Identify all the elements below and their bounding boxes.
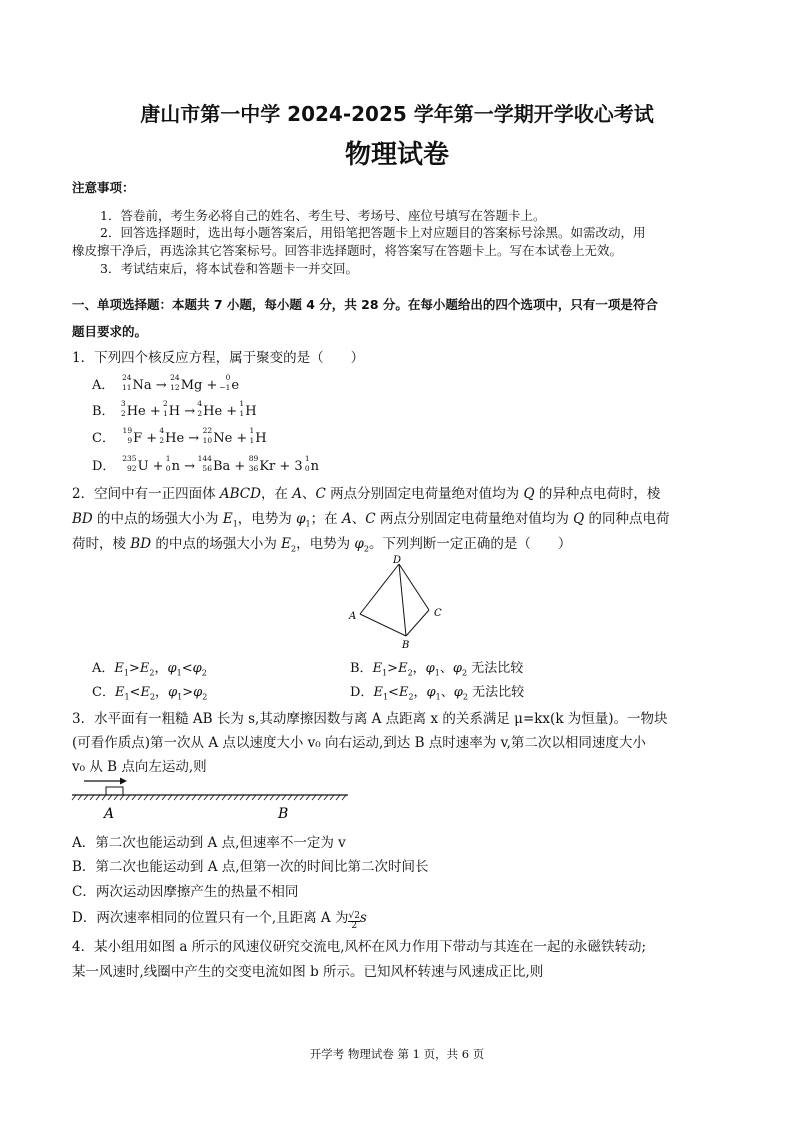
notice-item-1: 1．答卷前，考生务必将自己的姓名、考生号、考场号、座位号填写在答题卡上。 — [100, 208, 546, 223]
page-footer: 开学考 物理试卷 第 1 页，共 6 页 — [309, 1047, 485, 1061]
q1-option-c: C． 19 9 F + 4 2 He → 22 10 Ne + 1 1 H — [92, 426, 267, 446]
tetrahedron-figure — [344, 552, 454, 652]
vertex-label-b: B — [402, 640, 410, 651]
point-a-label: A — [104, 806, 115, 822]
q2-option-b: B．$E_1>E_2$，$\varphi_1$、$\varphi_2$ 无法比较 — [350, 661, 524, 678]
section-heading: 一、单项选择题：本题共 7 小题，每小题 4 分，共 28 分。在每小题给出的四个选项中，只有一项是符合 — [72, 297, 658, 312]
point-b-label: B — [278, 806, 289, 822]
question-3-line-2: (可看作质点)第一次从 A 点以速度大小 v₀ 向右运动,到达 B 点时速率为 v,第二次以相同速度大小 — [72, 735, 646, 751]
question-4-line-1: 4．某小组用如图 a 所示的风速仪研究交流电,风杯在风力作用下带动与其连在一起的永磁铁转动; — [72, 939, 647, 955]
exam-title: 唐山市第一中学 2024-2025 学年第一学期开学收心考试 — [140, 102, 654, 126]
question-3-line-3: v₀ 从 B 点向左运动,则 — [72, 759, 207, 775]
question-2-line-1: 2．空间中有一正四面体 ABCD，在 A、C 两点分别固定电荷量绝对值均为 Q 的异种点电荷时，棱 — [72, 486, 661, 502]
question-4-line-2: 某一风速时,线圈中产生的交变电流如图 b 所示。已知风杯转速与风速成正比,则 — [72, 964, 544, 980]
notice-item-2-cont: 橡皮擦干净后，再选涂其它答案标号。回答非选择题时，将答案写在答题卡上。写在本试卷上无效。 — [72, 243, 623, 258]
rough-surface-figure — [70, 772, 355, 824]
q2-option-d: D．$E_1<E_2$，$\varphi_1$、$\varphi_2$ 无法比较 — [350, 685, 525, 702]
q3-option-d: D．两次速率相同的位置只有一个,且距离 A 为 $\frac{√2}{2}$ s — [72, 910, 367, 931]
exam-subject: 物理试卷 — [344, 140, 449, 170]
vertex-label-a: A — [349, 611, 357, 622]
q1-option-d: D． 235 92 U + 1 0 n → 144 56 Ba + 89 36 Kr + 3 1 0 n — [92, 454, 320, 474]
notice-item-3: 3．考试结束后，将本试卷和答题卡一并交回。 — [100, 261, 358, 276]
question-3-line-1: 3．水平面有一粗糙 AB 长为 s,其动摩擦因数与离 A 点距离 x 的关系满足 μ=kx(k 为恒量)。一物块 — [72, 711, 668, 727]
q2-option-c: C．$E_1<E_2$，$\varphi_1>\varphi_2$ — [92, 685, 208, 702]
question-1-stem: 1．下列四个核反应方程，属于聚变的是（ ） — [72, 350, 365, 366]
question-2-line-3: 荷时，棱 BD 的中点的场强大小为 $E_2$，电势为 $\varphi_2$。下列判断一定正确的是（ ） — [72, 536, 572, 554]
notice-heading: 注意事项： — [72, 180, 135, 195]
q1-option-b: B． 3 2 He + 2 1 H → 4 2 He + 1 1 H — [92, 399, 257, 419]
vertex-label-c: C — [434, 608, 442, 619]
q3-option-a: A．第二次也能运动到 A 点,但速率不一定为 v — [72, 835, 346, 851]
question-2-line-2: BD 的中点的场强大小为 $E_1$，电势为 $\varphi_1$；在 A、C 两点分别固定电荷量绝对值均为 Q 的同种点电荷 — [72, 511, 670, 529]
q3-option-c: C．两次运动因摩擦产生的热量不相同 — [72, 884, 299, 900]
q3-option-b: B．第二次也能运动到 A 点,但第一次的时间比第二次时间长 — [72, 859, 429, 875]
section-heading-cont: 题目要求的。 — [72, 324, 148, 339]
q2-option-a: A．$E_1>E_2$，$\varphi_1<\varphi_2$ — [92, 661, 207, 678]
q1-option-a: A． 24 11 Na → 24 12 Mg + 0 −1 e — [92, 373, 240, 393]
notice-item-2: 2．回答选择题时，选出每小题答案后，用铅笔把答题卡上对应题目的答案标号涂黑。如需改动，用 — [100, 225, 646, 240]
vertex-label-d: D — [393, 555, 402, 566]
